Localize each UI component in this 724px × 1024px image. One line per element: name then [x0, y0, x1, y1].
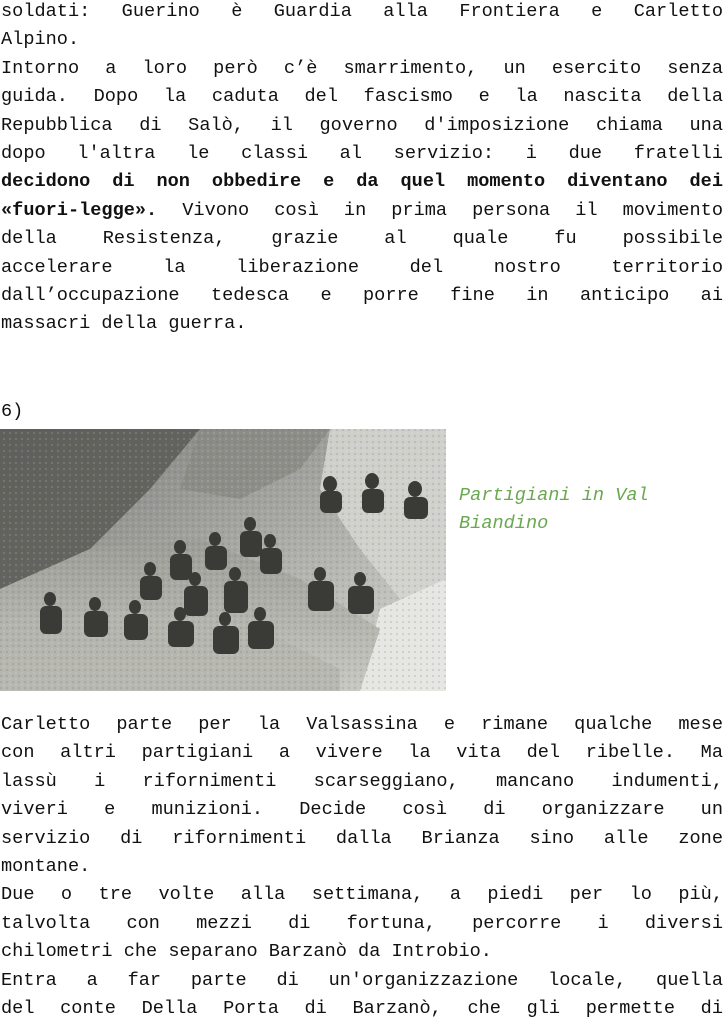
text-line: della Resistenza, grazie al quale fu possibile	[1, 228, 723, 250]
bold-text: decidono di non obbedire e da quel momento diventano dei	[1, 171, 723, 193]
regular-text: Vivono così in prima persona il movimento	[157, 199, 723, 221]
text-line: del conte Della Porta di Barzanò, che gli permette di	[1, 997, 723, 1019]
text-line: chilometri che separano Barzanò da Introbio.	[1, 941, 492, 963]
text-line: Carletto parte per la Valsassina e rimane qualche mese	[1, 714, 723, 735]
section-number: 6)	[1, 401, 24, 422]
text-line: Intorno a loro però c’è smarrimento, un esercito senza	[1, 57, 723, 79]
photo-partisans-group	[0, 429, 446, 691]
text-line: talvolta con mezzi di fortuna, percorre i diversi	[1, 912, 723, 934]
text-line: Repubblica di Salò, il governo d'imposizione chiama una	[1, 114, 723, 136]
text-line: dall’occupazione tedesca e porre fine in anticipo ai	[1, 284, 723, 306]
text-line: soldati: Guerino è Guardia alla Frontiera e Carletto	[1, 1, 723, 22]
text-line: dopo l'altra le classi al servizio: i due fratelli	[1, 142, 723, 164]
text-line: con altri partigiani a vivere la vita del ribelle. Ma	[1, 742, 723, 764]
bold-text: «fuori-legge».	[1, 199, 158, 221]
photo-caption	[459, 482, 721, 539]
caption-line: Partigiani in Val	[459, 485, 649, 506]
text-line: servizio di rifornimenti dalla Brianza sino alle zone	[1, 827, 723, 849]
text-line-bold	[1, 168, 723, 196]
text-line: guida. Dopo la caduta del fascismo e la nascita della	[1, 86, 723, 108]
text-line: massacri della guerra.	[1, 313, 247, 335]
bottom-paragraph	[1, 711, 723, 1023]
text-line: Due o tre volte alla settimana, a piedi per lo più,	[1, 884, 723, 906]
text-line: accelerare la liberazione del nostro territorio	[1, 256, 723, 278]
text-line: lassù i rifornimenti scarseggiano, mancano indumenti,	[1, 770, 723, 792]
top-paragraph	[1, 0, 723, 339]
text-line-mixed	[1, 197, 723, 225]
text-line: montane.	[1, 855, 91, 877]
caption-line: Biandino	[459, 513, 549, 535]
text-line: viveri e munizioni. Decide così di organizzare un	[1, 799, 723, 821]
text-line: Alpino.	[1, 29, 80, 51]
text-line: Entra a far parte di un'organizzazione locale, quella	[1, 969, 723, 991]
